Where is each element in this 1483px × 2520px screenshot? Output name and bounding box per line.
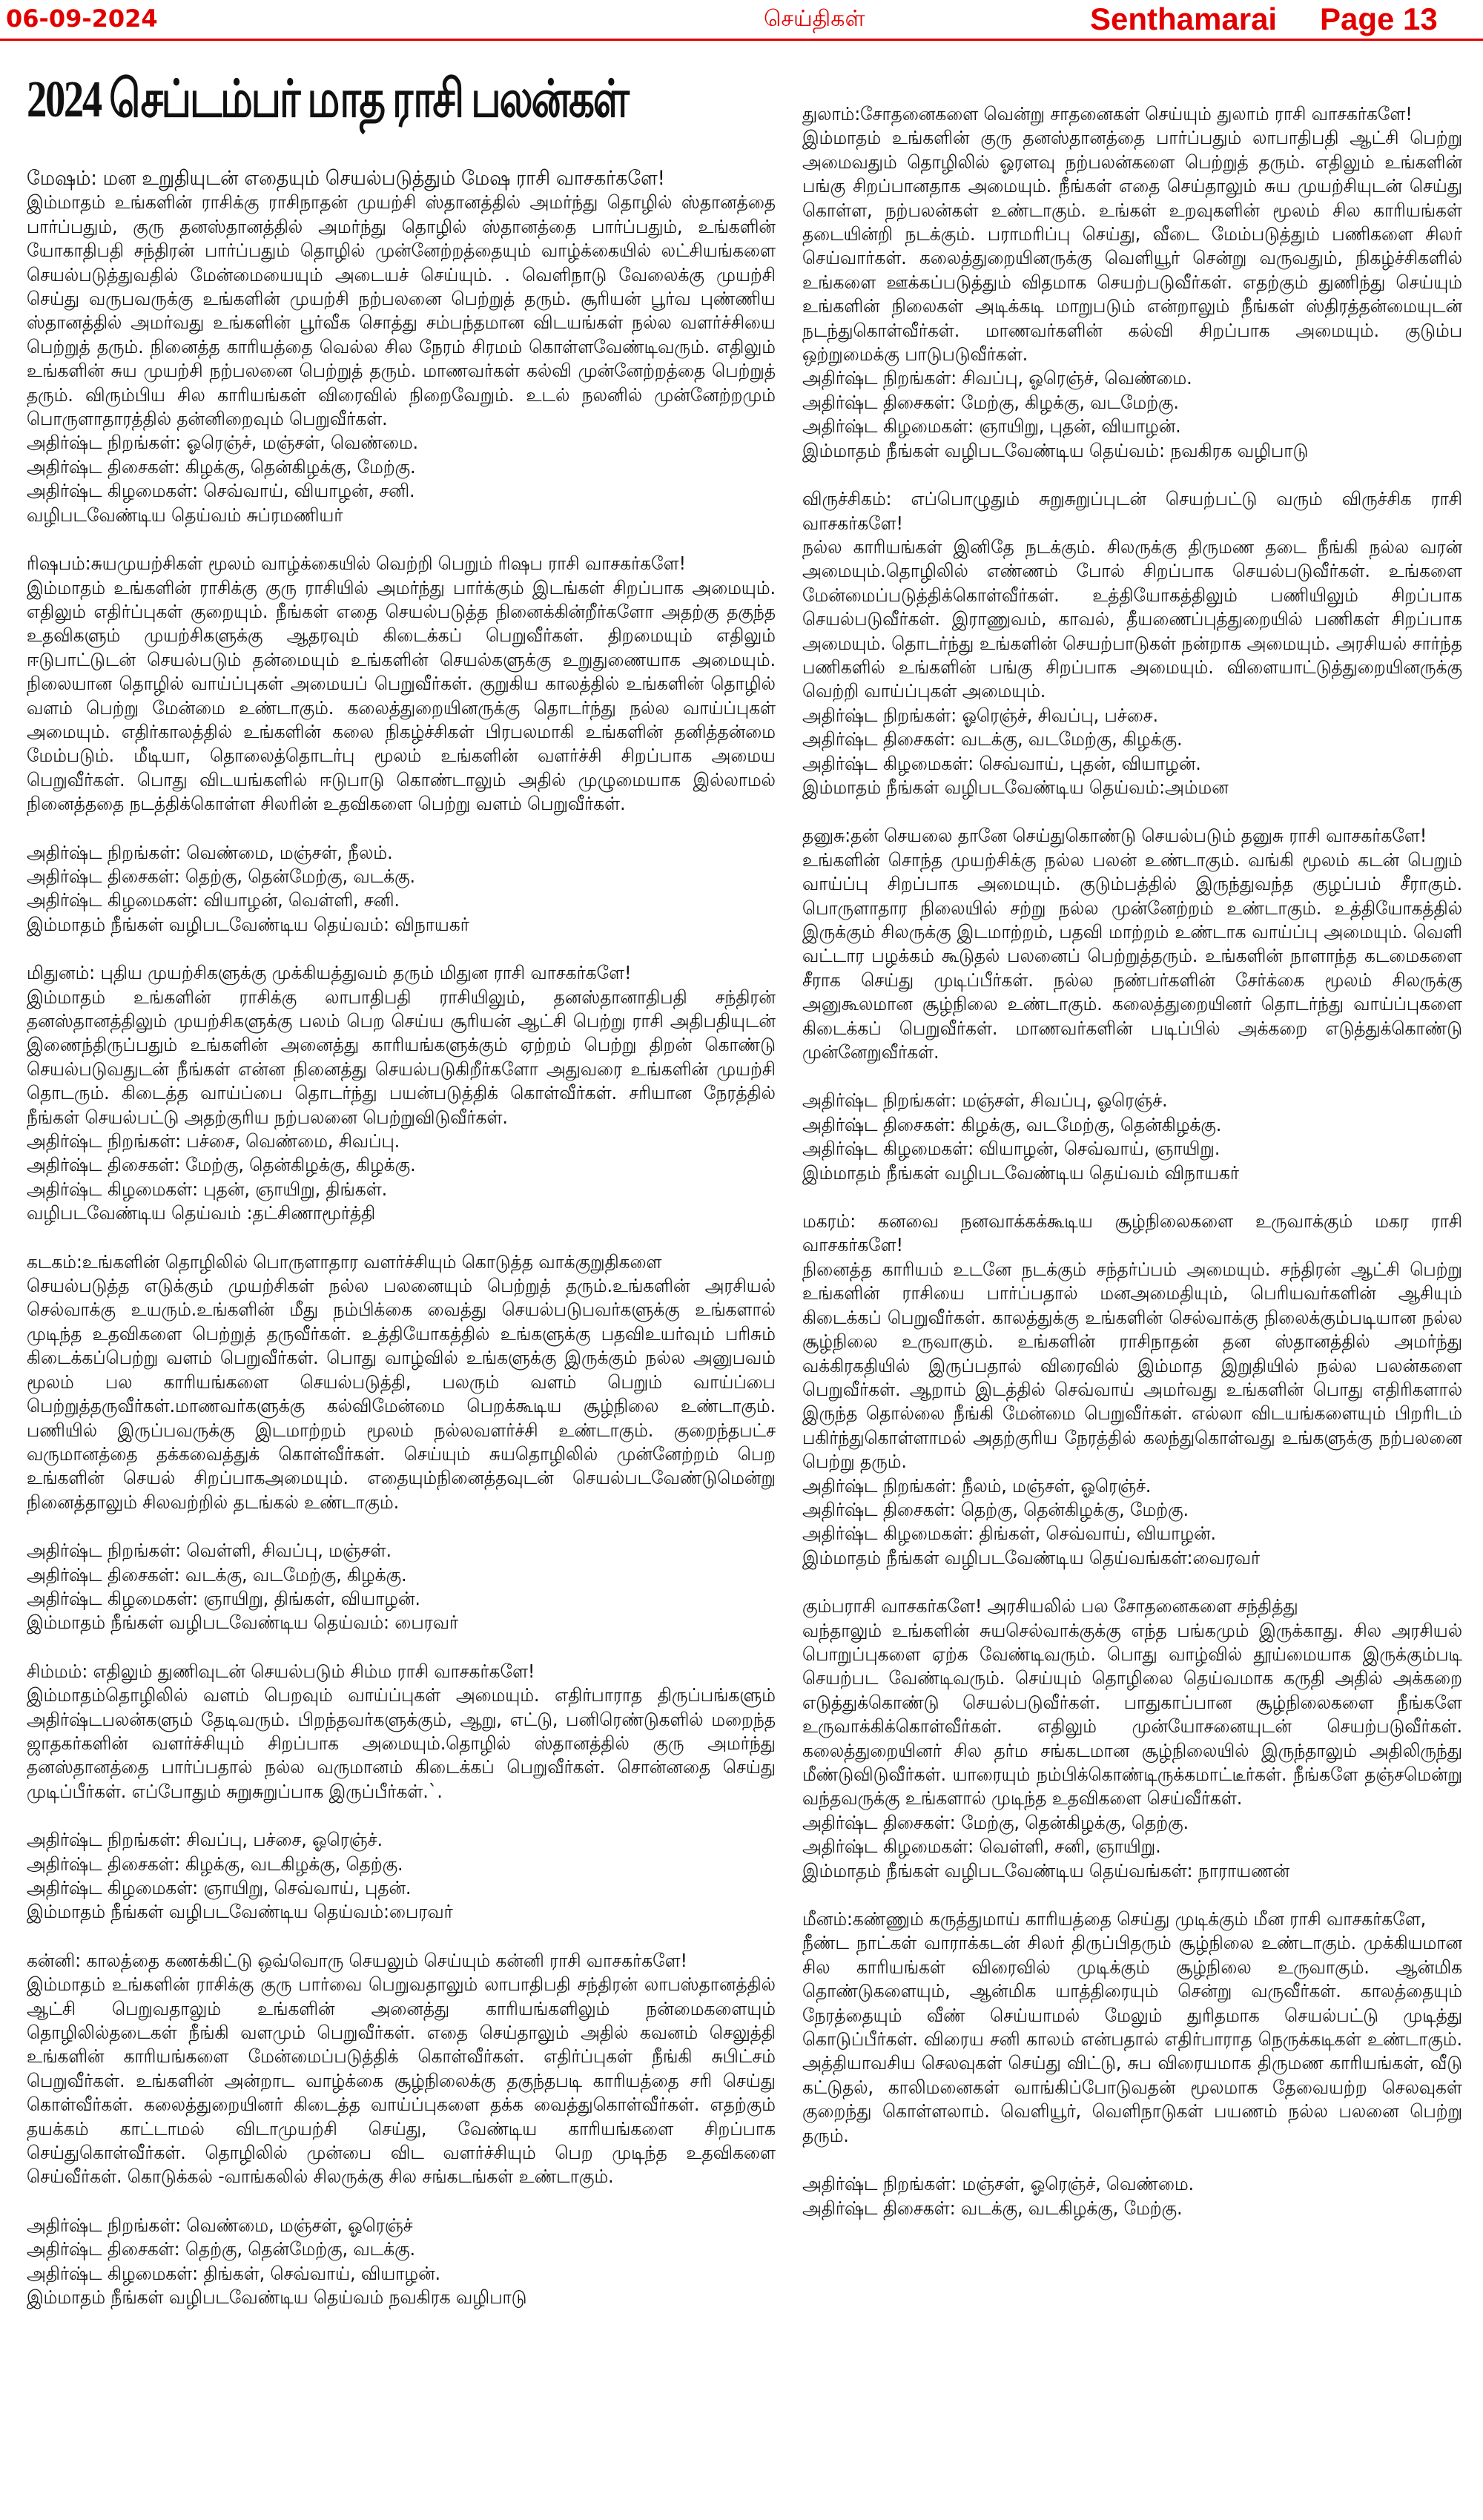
lucky-directions: அதிர்ஷ்ட திசைகள்: வடக்கு, வடகிழக்கு, மேற்கு. — [802, 2197, 1183, 2219]
issue-date: 06-09-2024 — [6, 4, 158, 33]
horoscope-mesham — [27, 167, 776, 527]
entry-intro: மேஷம்: மன உறுதியுடன் எதையும் செயல்படுத்தும் மேஷ ராசி வாசகர்களே! — [27, 167, 665, 190]
horoscope-magaram — [802, 1210, 1462, 1570]
entry-intro: கும்பராசி வாசகர்களே! அரசியலில் பல சோதனைகளை சந்தித்து — [802, 1595, 1298, 1617]
lucky-colors: அதிர்ஷ்ட நிறங்கள்: மஞ்சள், சிவப்பு, ஓரெஞ்ச். — [802, 1089, 1168, 1112]
article-title: 2024 செப்டம்பர் மாத ராசி பலன்கள் — [27, 71, 628, 128]
lucky-directions: அதிர்ஷ்ட திசைகள்: தெற்கு, தென்கிழக்கு, மேற்கு. — [802, 1498, 1189, 1520]
lucky-directions: அதிர்ஷ்ட திசைகள்: தெற்கு, தென்மேற்கு, வடக்கு. — [27, 865, 416, 887]
right-column — [802, 102, 1462, 2220]
lucky-days: அதிர்ஷ்ட கிழமைகள்: செவ்வாய், வியாழன், சனி. — [27, 480, 415, 502]
publication-name: Senthamarai — [1090, 1, 1278, 36]
entry-body: இம்மாதம் உங்களின் குரு தனஸ்தானத்தை பார்ப்பதும் லாபாதிபதி ஆட்சி பெற்று அமைவதும் தொழிலில் ஓரளவு நற்பலன்களை பெற்றுத் தரும். எதிலும் உங்களின் பங்கு சிறப்பானதாக அமையும். நீங்கள் எதை செய்தாலும் சுய முயற்சியுடன் செய்து கொள்ள, நற்பலன்கள் உண்டாகும். உங்கள் உறவுகளின் மூலம் சில காரியங்கள் தடையின்றி நடக்கும். பராமரிப்பு செய்து, வீடை மேம்படுத்தும் பணிகளை சிலர் செய்வார்கள். கலைத்துறையினருக்கு வெளியூர் சென்று வருவதும், நிகழ்ச்சிகளில் உங்களை ஊக்கப்படுத்தும் விதமாக செயற்படுவீர்கள். எதற்கும் துணிந்து செய்யும் உங்களின் நிலைகள் அடிக்கடி மாறுபடும் என்றாலும் நீங்கள் ஸ்திரத்தன்மையுடன் நடந்துகொள்வீர்கள். மாணவர்களின் கல்வி சிறப்பாக அமையும். குடும்ப ஒற்றுமைக்கு பாடுபடுவீர்கள். — [802, 127, 1463, 366]
horoscope-kumbam — [802, 1594, 1462, 1883]
deity: இம்மாதம் நீங்கள் வழிபடவேண்டிய தெய்வம்: பைரவர் — [27, 1612, 459, 1634]
entry-intro: துலாம்:சோதனைகளை வென்று சாதனைகள் செய்யும் துலாம் ராசி வாசகர்களே! — [802, 103, 1413, 125]
lucky-directions: அதிர்ஷ்ட திசைகள்: தெற்கு, தென்மேற்கு, வடக்கு. — [27, 2238, 416, 2260]
deity: வழிபடவேண்டிய தெய்வம் சுப்ரமணியர் — [27, 504, 343, 526]
deity: இம்மாதம் நீங்கள் வழிபடவேண்டிய தெய்வம்: நவகிரக வழிபாடு — [802, 439, 1309, 461]
lucky-days: அதிர்ஷ்ட கிழமைகள்: புதன், ஞாயிறு, திங்கள். — [27, 1178, 388, 1200]
lucky-days: அதிர்ஷ்ட கிழமைகள்: வெள்ளி, சனி, ஞாயிறு. — [802, 1835, 1161, 1858]
horoscope-simmam — [27, 1660, 776, 1924]
horoscope-kanni — [27, 1949, 776, 2310]
horoscope-meenam — [802, 1907, 1462, 2220]
lucky-days: அதிர்ஷ்ட கிழமைகள்: செவ்வாய், புதன், வியாழன். — [802, 752, 1201, 774]
lucky-directions: அதிர்ஷ்ட திசைகள்: வடக்கு, வடமேற்கு, கிழக்கு. — [802, 728, 1183, 751]
lucky-days: அதிர்ஷ்ட கிழமைகள்: ஞாயிறு, திங்கள், வியாழன். — [27, 1587, 420, 1609]
entry-body: இம்மாதம் உங்களின் ராசிக்கு குரு பார்வை பெறுவதாலும் லாபாதிபதி சந்திரன் லாபஸ்தானத்தில் ஆட்சி பெறுவதாலும் உங்களின் அனைத்து காரியங்களிலும் நன்மைகளையும் தொழிலில்தடைகள் நீங்கி வளமும் பெறுவீர்கள். எதை செய்தாலும் அதில் கவனம் செலுத்தி உங்களின் காரியங்களை மேன்மைப்படுத்திக் கொள்வீர்கள். எதிர்ப்புகள் நீங்கி சுபிட்சம் பெறுவீர்கள். உங்களின் அன்றாட வாழ்க்கை சூழ்நிலைக்கு தகுந்தபடி காரியத்தை சரி செய்து கொள்வீர்கள். கலைத்துறையினர் கிடைத்த வாய்ப்புகளை தக்க வைத்துகொள்வீர்கள். எதற்கும் தயக்கம் காட்டாமல் விடாமுயற்சி செய்து, வேண்டிய காரியங்களை சிறப்பாக செய்துகொள்வீர்கள். தொழிலில் முன்பை விட வளர்ச்சியும் பெற முடிந்த உதவிகளை செய்வீர்கள். கொடுக்கல் -வாங்கலில் சிலருக்கு சில சங்கடங்கள் உண்டாகும். — [27, 1973, 776, 2188]
entry-body: இம்மாதம் உங்களின் ராசிக்கு லாபாதிபதி ராசியிலும், தனஸ்தானாதிபதி சந்திரன் தனஸ்தானத்திலும் முயற்சிகளுக்கு பலம் பெற செய்ய சூரியன் ஆட்சி பெற்று ராசி அதிபதியுடன் இணைந்திருப்பதும் உங்களின் அனைத்து காரியங்களுக்கும் ஏற்றம் பெற்று திறன் கொண்டு செயல்படுவதுடன் நீங்கள் என்ன நினைத்து செயல்படுகிறீர்களோ அதுவரை உங்களின் முயற்சி தொடரும். கிடைத்த வாய்ப்பை தொடர்ந்து பயன்படுத்திக் கொள்வீர்கள். சரியான நேரத்தில் நீங்கள் செயல்பட்டு அதற்குரிய நற்பலனை பெற்றுவிடுவீர்கள். — [27, 986, 776, 1128]
lucky-days: அதிர்ஷ்ட கிழமைகள்: திங்கள், செவ்வாய், வியாழன். — [802, 1523, 1217, 1545]
horoscope-kadagam — [27, 1250, 776, 1635]
lucky-days: அதிர்ஷ்ட கிழமைகள்: ஞாயிறு, செவ்வாய், புதன். — [27, 1877, 412, 1899]
horoscope-mithunam — [27, 961, 776, 1225]
lucky-directions: அதிர்ஷ்ட திசைகள்: வடக்கு, வடமேற்கு, கிழக்கு. — [27, 1563, 407, 1586]
entry-intro: மிதுனம்: புதிய முயற்சிகளுக்கு முக்கியத்துவம் தரும் மிதுன ராசி வாசகர்களே! — [27, 962, 632, 984]
lucky-colors: அதிர்ஷ்ட நிறங்கள்: பச்சை, வெண்மை, சிவப்பு. — [27, 1130, 400, 1152]
entry-body: நினைத்த காரியம் உடனே நடக்கும் சந்தர்ப்பம் அமையும். சந்திரன் ஆட்சி பெற்று உங்களின் ராசியை பார்ப்பதால் மனஅமைதியும், பெரியவர்களின் ஆசியும் கிடைக்கப் பெறுவீர்கள். காலத்துக்கு உங்களின் செல்வாக்கு நிலைக்கும்படியான நல்ல சூழ்நிலை உருவாகும். உங்களின் ராசிநாதன் தன ஸ்தானத்தில் அமர்ந்து வக்கிரகதியில் இருப்பதால் விரைவில் இம்மாத இறுதியில் நல்ல பலன்களை பெறுவீர்கள். ஆறாம் இடத்தில் செவ்வாய் அமர்வது உங்களின் பொது எதிரிகளால் இருந்த தொல்லை நீங்கி மேன்மை பெறுவீர்கள். எல்லா விடயங்களையும் பிறரிடம் பகிர்ந்துகொள்ளாமல் அதற்குரிய நேரத்தில் கலந்துகொள்வது உங்களுக்கு நற்பலனை பெற்று தரும். — [802, 1258, 1463, 1473]
header-divider — [0, 39, 1483, 41]
deity: இம்மாதம் நீங்கள் வழிபடவேண்டிய தெய்வம்:அம்மன — [802, 776, 1229, 798]
horoscope-thulam — [802, 102, 1462, 463]
entry-body: நல்ல காரியங்கள் இனிதே நடக்கும். சிலருக்கு திருமண தடை நீங்கி நல்ல வரன் அமையும்.தொழிலில் எண்ணம் போல் சிறப்பாக செயல்படுவீர்கள். உங்களை மேன்மைப்படுத்திக்கொள்வீர்கள். உத்தியோகத்திலும் பணியிலும் சிறப்பாக செயல்படுவீர்கள். இராணுவம், காவல், தீயணைப்புத்துறையில் பணிகள் சிறப்பாக அமையும். தொடர்ந்து உங்களின் செயற்பாடுகள் நன்றாக அமையும். அரசியல் சார்ந்த பணிகளில் உங்களின் பங்கு சிறப்பாக அமையும். விளையாட்டுத்துறையினருக்கு வெற்றி வாய்ப்புகள் அமையும். — [802, 535, 1463, 702]
lucky-directions: அதிர்ஷ்ட திசைகள்: மேற்கு, தென்கிழக்கு, தெற்கு. — [802, 1811, 1189, 1833]
entry-body: இம்மாதம்தொழிலில் வளம் பெறவும் வாய்ப்புகள் அமையும். எதிர்பாராத திருப்பங்களும் அதிர்ஷ்டபலன்களும் தேடிவரும். பிறந்தவர்களுக்கும், ஆறு, எட்டு, பனிரெண்டுகளில் மறைந்த ஜாதகர்களின் வளர்ச்சியும் சிறப்பாக அமையும்.தொழில் ஸ்தானத்தில் குரு அமர்ந்து தனஸ்தானத்தை பார்ப்பதால் நல்ல வருமானம் கிடைக்கப் பெறுவீர்கள். சொன்னதை செய்து முடிப்பீர்கள். எப்போதும் சுறுசுறுப்பாக இருப்பீர்கள்.`. — [27, 1684, 776, 1802]
entry-body: உங்களின் சொந்த முயற்சிக்கு நல்ல பலன் உண்டாகும். வங்கி மூலம் கடன் பெறும் வாய்ப்பு சிறப்பாக அமையும். குடும்பத்தில் இருந்துவந்த குழப்பம் சீராகும். பொருளாதார நிலையில் சற்று நல்ல முன்னேற்றம் உண்டாகும். உத்தியோகத்தில் இருக்கும் சிலருக்கு இடமாற்றம், பதவி மாற்றம் உண்டாக வாய்ப்பு அமையும். வெளி வட்டார பழக்கம் கூடுதல் பலனைப் பெற்றுத்தரும். உங்களின் நாளாந்த கடமைகளை சீராக செய்து முடிப்பீர்கள். நல்ல நண்பர்களின் சேர்க்கை மூலம் சிலருக்கு அனுகூலமான சூழ்நிலை உண்டாகும். கலைத்துறையினர் தொடர்ந்து வாய்ப்புகளை கிடைக்கப் பெறுவீர்கள். மாணவர்களின் படிப்பில் அக்கறை எடுத்துக்கொண்டு முன்னேறுவீர்கள். — [802, 848, 1463, 1063]
lucky-colors: அதிர்ஷ்ட நிறங்கள்: மஞ்சள், ஓரெஞ்ச், வெண்மை. — [802, 2173, 1195, 2195]
lucky-colors: அதிர்ஷ்ட நிறங்கள்: ஓரெஞ்ச், சிவப்பு, பச்சை. — [802, 704, 1159, 726]
entry-intro: தனுசு:தன் செயலை தானே செய்துகொண்டு செயல்படும் தனுசு ராசி வாசகர்களே! — [802, 825, 1427, 847]
entry-intro: கன்னி: காலத்தை கணக்கிட்டு ஒவ்வொரு செயலும் செய்யும் கன்னி ராசி வாசகர்களே! — [27, 1949, 687, 1971]
lucky-colors: அதிர்ஷ்ட நிறங்கள்: வெண்மை, மஞ்சள், ஓரெஞ்ச் — [27, 2214, 413, 2236]
deity: இம்மாதம் நீங்கள் வழிபடவேண்டிய தெய்வம்: விநாயகர் — [27, 913, 469, 935]
entry-intro: ரிஷபம்:சுயமுயற்சிகள் மூலம் வாழ்க்கையில் வெற்றி பெறும் ரிஷப ராசி வாசகர்களே! — [27, 553, 686, 575]
lucky-days: அதிர்ஷ்ட கிழமைகள்: வியாழன், வெள்ளி, சனி. — [27, 889, 400, 911]
lucky-colors: அதிர்ஷ்ட நிறங்கள்: ஓரெஞ்ச், மஞ்சள், வெண்மை. — [27, 432, 419, 454]
entry-intro: விருச்சிகம்: எப்பொழுதும் சுறுசுறுப்புடன் செயற்பட்டு வரும் விருச்சிக ராசி வாசகர்களே! — [802, 488, 1463, 534]
deity: இம்மாதம் நீங்கள் வழிபடவேண்டிய தெய்வம் விநாயகர் — [802, 1161, 1240, 1184]
section-name: செய்திகள் — [764, 6, 865, 32]
lucky-days: அதிர்ஷ்ட கிழமைகள்: வியாழன், செவ்வாய், ஞாயிறு. — [802, 1138, 1221, 1160]
lucky-colors: அதிர்ஷ்ட நிறங்கள்: வெள்ளி, சிவப்பு, மஞ்சள். — [27, 1540, 392, 1562]
lucky-days: அதிர்ஷ்ட கிழமைகள்: திங்கள், செவ்வாய், வியாழன். — [27, 2262, 441, 2284]
lucky-colors: அதிர்ஷ்ட நிறங்கள்: நீலம், மஞ்சள், ஓரெஞ்ச். — [802, 1474, 1152, 1497]
deity: இம்மாதம் நீங்கள் வழிபடவேண்டிய தெய்வங்கள்: நாராயணன் — [802, 1859, 1290, 1881]
lucky-colors: அதிர்ஷ்ட நிறங்கள்: சிவப்பு, ஓரெஞ்ச், வெண்மை. — [802, 367, 1192, 389]
entry-intro: சிம்மம்: எதிலும் துணிவுடன் செயல்படும் சிம்ம ராசி வாசகர்களே! — [27, 1660, 535, 1682]
deity: வழிபடவேண்டிய தெய்வம் :தட்சிணாமூர்த்தி — [27, 1202, 376, 1224]
lucky-directions: அதிர்ஷ்ட திசைகள்: மேற்கு, தென்கிழக்கு, கிழக்கு. — [27, 1154, 416, 1176]
horoscope-rishabam — [27, 552, 776, 937]
left-column — [27, 167, 776, 2310]
page-header — [0, 0, 1483, 39]
entry-body: இம்மாதம் உங்களின் ராசிக்கு குரு ராசியில் அமர்ந்து பார்க்கும் இடங்கள் சிறப்பாக அமையும். எதிலும் எதிர்ப்புகள் குறையும். நீங்கள் எதை செயல்படுத்த நினைக்கின்றீர்களோ அதற்கு தகுந்த உதவிகளும் முயற்சிகளுக்கு ஆதரவும் கிடைக்கப் பெறுவீர்கள். திறமையும் எதிலும் ஈடுபாட்டுடன் செயல்படும் தன்மையும் உங்களின் செயல்களுக்கு உறுதுணையாக அமையும். நிலையான தொழில் வாய்ப்புகள் அமையப் பெறுவீர்கள். குறுகிய காலத்தில் உங்களின் தொழில் வளம் பெற்று மேன்மை உண்டாகும். கலைத்துறையினருக்கு தொடர்ந்து நல்ல வாய்ப்புகள் அமையும். எதிர்காலத்தில் உங்களின் கலை நிகழ்ச்சிகள் பிரபலமாகி உங்களின் தனித்தன்மை மேம்படும். மீடியா, தொலைத்தொடர்பு மூலம் உங்களின் வளர்ச்சி சிறப்பாக அமைய பெறுவீர்கள். பொது விடயங்களில் ஈடுபாடு கொண்டாலும் அதில் முழுமையாக இல்லாமல் நினைத்ததை நடத்திக்கொள்ள சிலரின் உதவிகளை பெற்று வளம் பெறுவீர்கள். — [27, 576, 776, 815]
deity: இம்மாதம் நீங்கள் வழிபடவேண்டிய தெய்வங்கள்:வைரவர் — [802, 1546, 1261, 1569]
entry-body: இம்மாதம் உங்களின் ராசிக்கு ராசிநாதன் முயற்சி ஸ்தானத்தில் அமர்ந்து தொழில் ஸ்தானத்தை பார்ப்பதும், குரு தனஸ்தானத்தில் அமர்ந்து தொழில் ஸ்தானத்தை பார்ப்பதும், உங்களின் யோகாதிபதி சந்திரன் பார்ப்பதும் தொழில் முன்னேற்றத்தையும் வாழ்க்கையில் லட்சியங்களை செயல்படுத்துவதில் மேன்மையையும் அடையச் செய்யும். . வெளிநாடு வேலைக்கு முயற்சி செய்து வருபவருக்கு உங்களின் முயற்சி நற்பலனை பெற்றுத் தரும். சூரியன் பூர்வ புண்ணிய ஸ்தானத்தில் அமர்வது உங்களின் பூர்வீக சொத்து சம்பந்தமான விடயங்கள் நல்ல வளர்ச்சியை பெற்றுத் தரும். நினைத்த காரியத்தை வெல்ல சில நேரம் சிரமம் கொள்ளவேண்டிவரும். எதிலும் உங்களின் சுய முயற்சி நற்பலனை பெற்றுத் தரும். மாணவர்கள் கல்வி முன்னேற்றத்தை பெற்றுத் தரும். விரும்பிய சில காரியங்கள் விரைவில் நிறைவேறும். உடல் நலனில் முன்னேற்றமும் பொருளாதாரத்தில் தன்னிறைவும் பெறுவீர்கள். — [27, 191, 776, 430]
entry-body: செயல்படுத்த எடுக்கும் முயற்சிகள் நல்ல பலனையும் பெற்றுத் தரும்.உங்களின் அரசியல் செல்வாக்கு உயரும்.உங்களின் மீது நம்பிக்கை வைத்து செயல்படுபவர்களுக்கு உங்களால் முடிந்த உதவிகளை பெற்றுத் தருவீர்கள். உத்தியோகத்தில் உங்களுக்கு பதவிஉயர்வும் பரிசும் கிடைக்கப்பெற்று வளம் பெறுவீர்கள். பொது வாழ்வில் உங்களுக்கு இருக்கும் நல்ல அனுபவம் மூலம் பல காரியங்களை செயல்படுத்தி, பலரும் வளம் பெறும் வாய்ப்பை பெற்றுத்தருவீர்கள்.மாணவர்களுக்கு கல்விமேன்மை பெறக்கூடிய சூழ்நிலை உண்டாகும். பணியில் இருப்பவருக்கு இடமாற்றம் மூலம் நல்லவளர்ச்சி உண்டாகும். குறைந்தபட்ச வருமானத்தை தக்கவைத்துக் கொள்வீர்கள். செய்யும் சுயதொழிலில் முன்னேற்றம் பெற உங்களின் செயல் சிறப்பாகஅமையும். எதையும்நினைத்தவுடன் செயல்படவேண்டுமென்று நினைத்தாலும் சிலவற்றில் தடங்கல் உண்டாகும். — [27, 1275, 776, 1513]
deity: இம்மாதம் நீங்கள் வழிபடவேண்டிய தெய்வம் நவகிரக வழிபாடு — [27, 2286, 527, 2309]
horoscope-dhanusu — [802, 824, 1462, 1185]
page-number: Page 13 — [1320, 1, 1438, 36]
lucky-directions: அதிர்ஷ்ட திசைகள்: மேற்கு, கிழக்கு, வடமேற்கு. — [802, 391, 1179, 413]
lucky-directions: அதிர்ஷ்ட திசைகள்: கிழக்கு, வடமேற்கு, தென்கிழக்கு. — [802, 1113, 1222, 1135]
lucky-directions: அதிர்ஷ்ட திசைகள்: கிழக்கு, தென்கிழக்கு, மேற்கு. — [27, 455, 416, 478]
entry-intro: மீனம்:கண்ணும் கருத்துமாய் காரியத்தை செய்து முடிக்கும் மீன ராசி வாசகர்களே, — [802, 1908, 1427, 1930]
entry-body: வந்தாலும் உங்களின் சுயசெல்வாக்குக்கு எந்த பங்கமும் இருக்காது. சில அரசியல் பொறுப்புகளை ஏற்க வேண்டிவரும். பொது வாழ்வில் தூய்மையாக இருக்கும்படி செயற்பட வேண்டிவரும். செய்யும் தொழிலை தெய்வமாக கருதி அதில் அக்கறை எடுத்துக்கொண்டு செயல்படுவீர்கள். பாதுகாப்பான சூழ்நிலைகளை நீங்களே உருவாக்கிக்கொள்வீர்கள். எதிலும் முன்யோசனையுடன் செயற்படுவீர்கள். கலைத்துறையினர் சில தர்ம சங்கடமான சூழ்நிலையில் இருந்தாலும் அதிலிருந்து மீண்டுவிடுவீர்கள். யாரையும் நம்பிக்கொண்டிருக்கமாட்டீர்கள். நீங்களே தஞ்சமென்று வந்தவருக்கு உங்களால் முடிந்த உதவிகளை செய்வீர்கள். — [802, 1619, 1463, 1810]
lucky-directions: அதிர்ஷ்ட திசைகள்: கிழக்கு, வடகிழக்கு, தெற்கு. — [27, 1853, 403, 1875]
lucky-colors: அதிர்ஷ்ட நிறங்கள்: வெண்மை, மஞ்சள், நீலம். — [27, 841, 393, 863]
horoscope-viruchigam — [802, 487, 1462, 799]
lucky-days: அதிர்ஷ்ட கிழமைகள்: ஞாயிறு, புதன், வியாழன். — [802, 415, 1181, 438]
deity: இம்மாதம் நீங்கள் வழிபடவேண்டிய தெய்வம்:பைரவர் — [27, 1901, 453, 1923]
entry-intro: கடகம்:உங்களின் தொழிலில் பொருளாதார வளர்ச்சியும் கொடுத்த வாக்குறுதிகளை — [27, 1250, 662, 1273]
lucky-colors: அதிர்ஷ்ட நிறங்கள்: சிவப்பு, பச்சை, ஓரெஞ்ச். — [27, 1829, 383, 1851]
entry-intro: மகரம்: கனவை நனவாக்கக்கூடிய சூழ்நிலைகளை உருவாக்கும் மகர ராசி வாசகர்களே! — [802, 1210, 1463, 1256]
entry-body: நீண்ட நாட்கள் வாராக்கடன் சிலர் திருப்பிதரும் சூழ்நிலை உண்டாகும். முக்கியமான சில காரியங்கள் விரைவில் முடிக்கும் சூழ்நிலை உருவாகும். ஆன்மிக தொண்டுகளையும், ஆன்மிக யாத்திரையும் சென்று வருவீர்கள். காலத்தையும் நேரத்தையும் வீண் செய்யாமல் மேலும் துரிதமாக செயல்பட்டு முடித்து கொடுப்பீர்கள். விரைய சனி காலம் என்பதால் எதிர்பாராத நெருக்கடிகள் உண்டாகும். அத்தியாவசிய செலவுகள் செய்து விட்டு, சுப விரையமாக திருமண காரியங்கள், வீடு கட்டுதல், காலிமனைகள் வாங்கிப்போடுவதன் மூலமாக தேவையற்ற செலவுகள் குறைந்து கொள்ளலாம். வெளியூர், வெளிநாடுகள் பயணம் நல்ல பலனை பெற்று தரும். — [802, 1932, 1463, 2146]
